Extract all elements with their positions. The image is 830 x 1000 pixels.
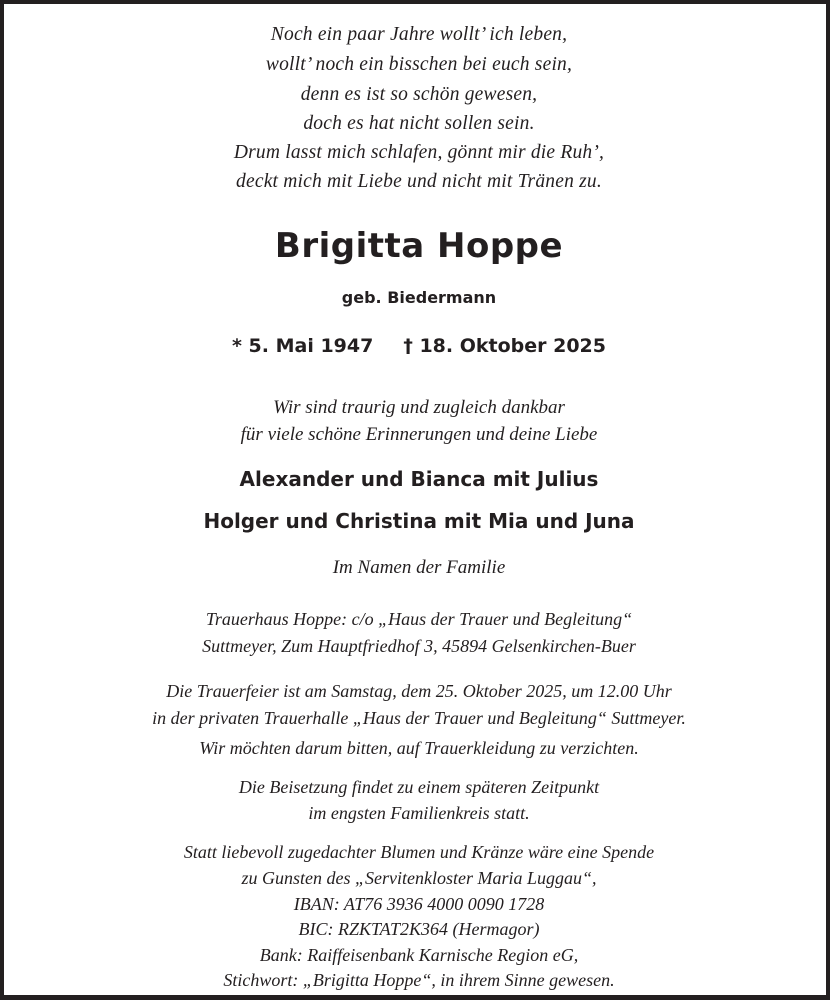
- verse-line: denn es ist so schön gewesen,: [300, 84, 538, 105]
- message-line: für viele schöne Erinnerungen und deine Liebe: [240, 424, 598, 445]
- donation-keyword: Stichwort: „Brigitta Hoppe“, in ihrem Sinne gewesen.: [223, 970, 615, 990]
- verse-line: doch es hat nicht sollen sein.: [303, 113, 535, 134]
- donation-line: zu Gunsten des „Servitenkloster Maria Luggau“,: [241, 868, 597, 888]
- burial-line: im engsten Familienkreis statt.: [308, 803, 530, 823]
- donation-bic: BIC: RZKTAT2K364 (Hermagor): [298, 919, 540, 939]
- family-member-line: Holger und Christina mit Mia und Juna: [203, 509, 635, 533]
- dress-request: Wir möchten darum bitten, auf Trauerkleidung zu verzichten.: [199, 738, 639, 758]
- life-dates: [4, 335, 830, 357]
- burial-line: Die Beisetzung findet zu einem späteren Zeitpunkt: [238, 777, 600, 797]
- verse-line: deckt mich mit Liebe und nicht mit Tränen zu.: [236, 171, 602, 192]
- mourning-house-line: Trauerhaus Hoppe: c/o „Haus der Trauer und Begleitung“: [205, 609, 633, 629]
- donation-iban: IBAN: AT76 3936 4000 0090 1728: [293, 894, 545, 914]
- family-member-line: Alexander und Bianca mit Julius: [239, 467, 599, 491]
- donation-line: Statt liebevoll zugedachter Blumen und Kränze wäre eine Spende: [183, 842, 655, 862]
- deceased-name: Brigitta Hoppe: [274, 226, 564, 266]
- ceremony-line: Die Trauerfeier ist am Samstag, dem 25. Oktober 2025, um 12.00 Uhr: [166, 681, 672, 701]
- death-date: † 18. Oktober 2025: [403, 335, 606, 357]
- message-line: Wir sind traurig und zugleich dankbar: [273, 397, 565, 418]
- verse-line: wollt’ noch ein bisschen bei euch sein,: [265, 54, 573, 75]
- birth-date: * 5. Mai 1947: [231, 335, 374, 357]
- family-signature: Im Namen der Familie: [332, 557, 506, 578]
- donation-bank: Bank: Raiffeisenbank Karnische Region eG,: [259, 945, 579, 965]
- mourning-house-line: Suttmeyer, Zum Hauptfriedhof 3, 45894 Gelsenkirchen-Buer: [202, 636, 636, 656]
- maiden-name: geb. Biedermann: [341, 288, 497, 307]
- verse-line: Drum lasst mich schlafen, gönnt mir die Ruh’,: [233, 142, 605, 163]
- verse-line: Noch ein paar Jahre wollt’ ich leben,: [270, 24, 568, 45]
- ceremony-line: in der privaten Trauerhalle „Haus der Trauer und Begleitung“ Suttmeyer.: [152, 708, 686, 728]
